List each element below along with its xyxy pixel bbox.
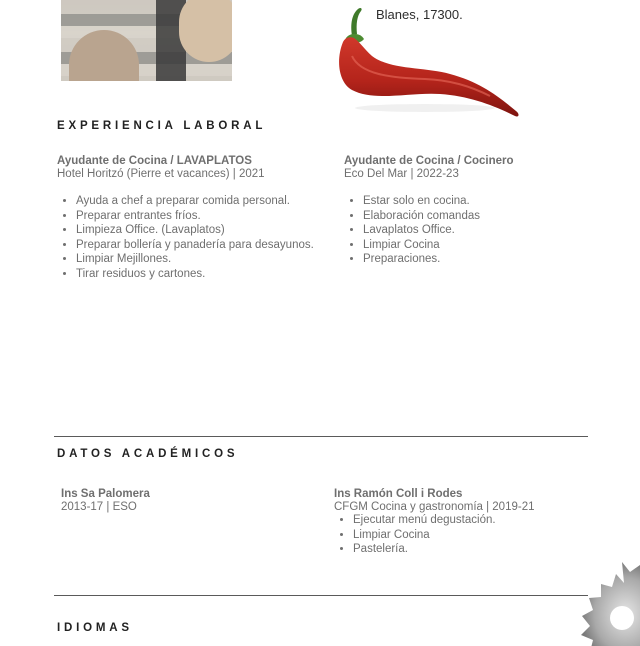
job-title: Ayudante de Cocina / Cocinero xyxy=(344,155,514,167)
list-item: • Limpiar Cocina xyxy=(363,238,614,253)
job-place: Hotel Horitzó (Pierre et vacances) | 2021 xyxy=(57,168,265,180)
school-entry xyxy=(61,488,311,513)
section-divider xyxy=(54,595,588,596)
list-item: • Tirar residuos y cartones. xyxy=(76,267,337,282)
list-item: • Lavaplatos Office. xyxy=(363,223,614,238)
circular-saw-blade-icon xyxy=(568,556,640,646)
job-entry xyxy=(57,155,337,281)
school-item-list xyxy=(334,513,604,557)
section-divider xyxy=(54,436,588,437)
list-item: • Estar solo en cocina. xyxy=(363,194,614,209)
list-item: • Limpiar Cocina xyxy=(353,528,604,543)
job-title: Ayudante de Cocina / LAVAPLATOS xyxy=(57,155,252,167)
list-item: • Elaboración comandas xyxy=(363,209,614,224)
job-task-list xyxy=(57,194,337,281)
experience-section-title: EXPERIENCIA LABORAL xyxy=(57,120,267,132)
profile-photo xyxy=(61,0,232,81)
school-name: Ins Ramón Coll i Rodes xyxy=(334,488,463,500)
languages-section-title: IDIOMAS xyxy=(57,622,133,634)
job-place: Eco Del Mar | 2022-23 xyxy=(344,168,459,180)
list-item: • Ayuda a chef a preparar comida personal. xyxy=(76,194,337,209)
school-name: Ins Sa Palomera xyxy=(61,488,150,500)
list-item: • Preparar entrantes fríos. xyxy=(76,209,337,224)
list-item: • Preparaciones. xyxy=(363,252,614,267)
list-item: • Limpieza Office. (Lavaplatos) xyxy=(76,223,337,238)
list-item: • Pastelería. xyxy=(353,542,604,557)
list-item: • Preparar bollería y panadería para desayunos. xyxy=(76,238,337,253)
address-text: Blanes, 17300. xyxy=(376,7,463,22)
list-item: • Limpiar Mejillones. xyxy=(76,252,337,267)
list-item: • Ejecutar menú degustación. xyxy=(353,513,604,528)
education-section-title: DATOS ACADÉMICOS xyxy=(57,448,239,460)
school-detail: CFGM Cocina y gastronomía | 2019-21 xyxy=(334,501,535,513)
job-entry xyxy=(344,155,614,267)
school-entry xyxy=(334,488,604,557)
school-detail: 2013-17 | ESO xyxy=(61,501,137,513)
job-task-list xyxy=(344,194,614,267)
